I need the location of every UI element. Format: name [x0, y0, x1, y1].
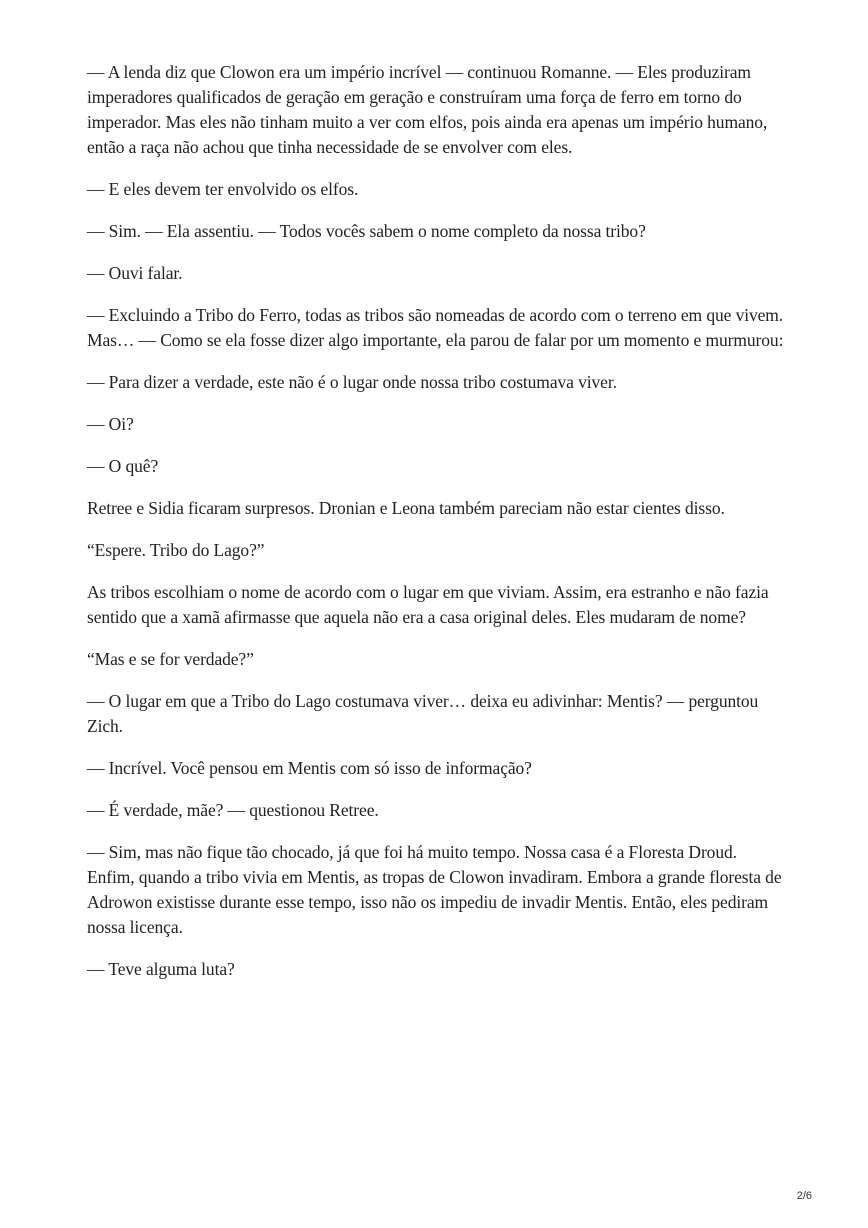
- paragraph: — Sim, mas não fique tão chocado, já que foi há muito tempo. Nossa casa é a Floresta Droud. Enfim, quando a tribo vivia em Mentis, as tropas de Clowon invadiram. Embora a grande floresta de Adrowon existisse durante esse tempo, isso não os impediu de invadir Mentis. Então, eles pediram nossa licença.: [87, 842, 782, 937]
- paragraph: — Teve alguma luta?: [87, 959, 235, 979]
- paragraph: — Para dizer a verdade, este não é o lugar onde nossa tribo costumava viver.: [87, 372, 617, 392]
- paragraph: — O lugar em que a Tribo do Lago costumava viver… deixa eu adivinhar: Mentis? — perguntou Zich.: [87, 691, 759, 736]
- paragraph: — A lenda diz que Clowon era um império incrível — continuou Romanne. — Eles produziram imperadores qualificados de geração em geração e construíram uma força de ferro em torno do imperador. Mas eles não tinham muito a ver com elfos, pois ainda era apenas um império humano, então a raça não achou que tinha necessidade de se envolver com eles.: [87, 62, 768, 157]
- paragraph: — É verdade, mãe? — questionou Retree.: [87, 800, 379, 820]
- paragraph: Retree e Sidia ficaram surpresos. Dronian e Leona também pareciam não estar cientes disso.: [87, 498, 725, 518]
- paragraph: “Espere. Tribo do Lago?”: [87, 540, 265, 560]
- paragraph: — Ouvi falar.: [87, 263, 183, 283]
- page-number: 2/6: [796, 1190, 812, 1202]
- paragraph: — Excluindo a Tribo do Ferro, todas as tribos são nomeadas de acordo com o terreno em que vivem. Mas… — Como se ela fosse dizer algo importante, ela parou de falar por um momento e murmurou:: [87, 305, 784, 350]
- paragraph: — Sim. — Ela assentiu. — Todos vocês sabem o nome completo da nossa tribo?: [87, 221, 646, 241]
- paragraph: As tribos escolhiam o nome de acordo com o lugar em que viviam. Assim, era estranho e não fazia sentido que a xamã afirmasse que aquela não era a casa original deles. Eles mudaram de nome?: [87, 582, 769, 627]
- paragraph: — Oi?: [87, 414, 134, 434]
- paragraph: “Mas e se for verdade?”: [87, 649, 254, 669]
- document-body: [87, 60, 787, 999]
- paragraph: — Incrível. Você pensou em Mentis com só isso de informação?: [87, 758, 532, 778]
- paragraph: — O quê?: [87, 456, 159, 476]
- paragraph: — E eles devem ter envolvido os elfos.: [87, 179, 359, 199]
